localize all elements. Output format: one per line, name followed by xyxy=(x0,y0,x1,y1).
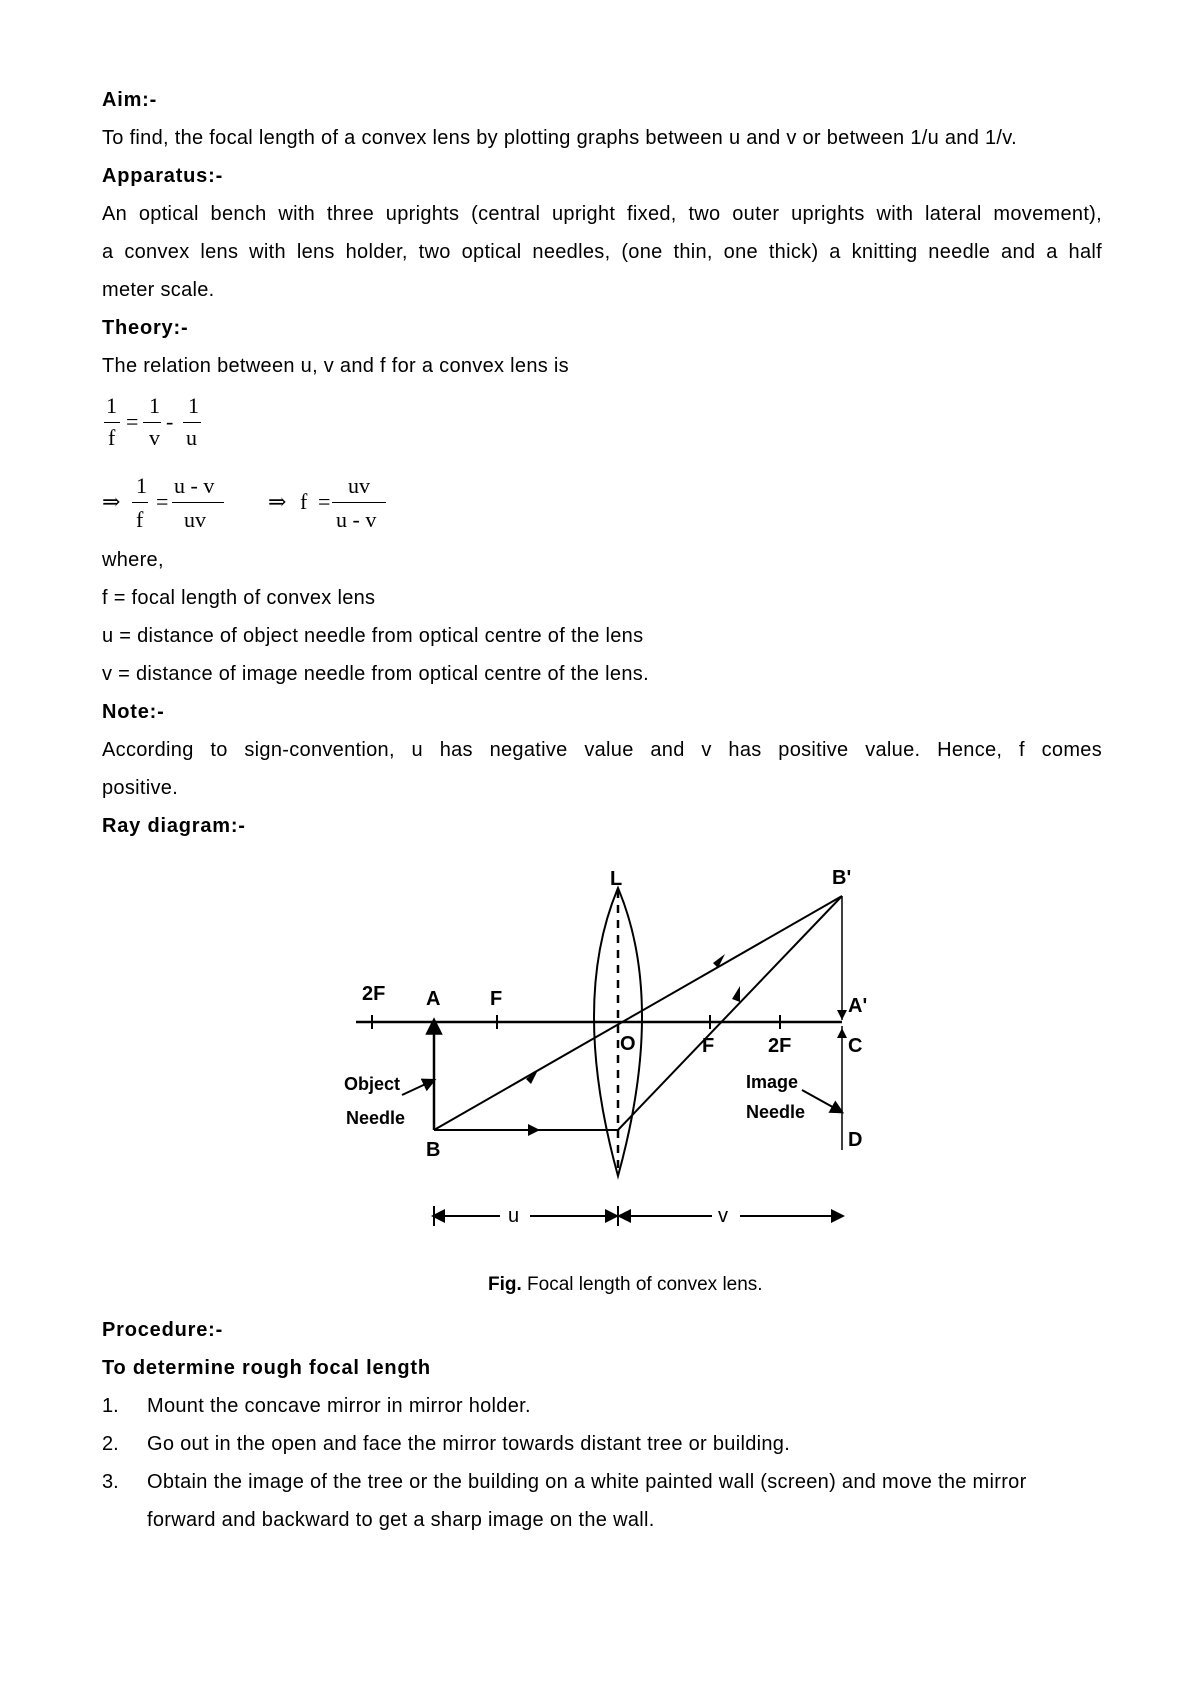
ray-arrow-3 xyxy=(528,1124,540,1136)
label-image-1: Image xyxy=(746,1072,799,1092)
figure-caption xyxy=(488,1274,763,1295)
formula1-lhs-num: 1 xyxy=(106,393,117,418)
formula2-rhs-num: u - v xyxy=(174,473,215,498)
formula3-rhs-num: uv xyxy=(348,473,370,498)
formula1-t1-den: v xyxy=(149,425,160,450)
image-arrow-a-prime xyxy=(837,1010,847,1020)
theory-heading: Theory:- xyxy=(102,317,189,339)
label-B: B xyxy=(426,1139,441,1161)
object-needle-pointer xyxy=(402,1082,430,1095)
note-line-1: According to sign-convention, u has negative value and v has positive value. Hence, f comes xyxy=(102,739,1102,761)
label-object-2: Needle xyxy=(346,1108,406,1128)
definition-u: u = distance of object needle from optical centre of the lens xyxy=(102,625,644,647)
formula3-lhs: f xyxy=(300,489,308,514)
label-L: L xyxy=(610,868,623,890)
ray-refracted xyxy=(618,896,842,1130)
formula3-eq: = xyxy=(318,489,331,514)
definition-f: f = focal length of convex lens xyxy=(102,587,376,609)
label-u: u xyxy=(508,1205,520,1227)
procedure-heading: Procedure:- xyxy=(102,1319,224,1341)
formula2-eq: = xyxy=(156,489,169,514)
formula1-eq: = xyxy=(126,409,139,434)
image-arrow-c xyxy=(837,1028,847,1038)
label-A-prime: A' xyxy=(848,995,868,1017)
label-F-right: F xyxy=(702,1035,715,1057)
formula1-t2-num: 1 xyxy=(188,393,199,418)
formula1-t2-den: u xyxy=(186,425,197,450)
ray-arrow-2 xyxy=(713,954,725,968)
formula2-rhs-den: uv xyxy=(184,507,206,532)
figure-caption-text: Focal length of convex lens. xyxy=(521,1274,763,1295)
formula3-rhs-den: u - v xyxy=(336,507,377,532)
apparatus-line-2: a convex lens with lens holder, two optical needles, (one thin, one thick) a knitting needle and a half xyxy=(102,241,1102,263)
theory-intro: The relation between u, v and f for a convex lens is xyxy=(102,355,569,377)
step-2-text: Go out in the open and face the mirror towards distant tree or building. xyxy=(147,1433,791,1455)
apparatus-line-3: meter scale. xyxy=(102,279,215,301)
label-D: D xyxy=(848,1129,863,1151)
aim-text: To find, the focal length of a convex lens by plotting graphs between u and v or between 1/u and 1/v. xyxy=(102,127,1017,149)
step-3-text-line-1: Obtain the image of the tree or the building on a white painted wall (screen) and move the mirror xyxy=(147,1471,1027,1493)
apparatus-heading: Apparatus:- xyxy=(102,165,224,187)
label-A: A xyxy=(426,988,441,1010)
procedure-subheading: To determine rough focal length xyxy=(102,1357,431,1379)
where-label: where, xyxy=(102,549,164,571)
step-1-number: 1. xyxy=(102,1395,119,1417)
formula2-lhs-den: f xyxy=(136,507,144,532)
definition-v: v = distance of image needle from optical centre of the lens. xyxy=(102,663,649,685)
formula2-lhs-num: 1 xyxy=(136,473,147,498)
step-3-text-line-2: forward and backward to get a sharp image on the wall. xyxy=(147,1509,655,1531)
image-needle-pointer xyxy=(802,1090,838,1110)
note-line-2: positive. xyxy=(102,777,179,799)
label-B-prime: B' xyxy=(832,867,852,889)
ray-arrow-4 xyxy=(732,986,740,1002)
label-image-2: Needle xyxy=(746,1102,806,1122)
formula1-lhs-den: f xyxy=(108,425,116,450)
formula1-minus: - xyxy=(166,409,174,434)
label-C: C xyxy=(848,1035,863,1057)
ray-through-centre xyxy=(434,896,842,1130)
label-2F-left: 2F xyxy=(362,983,386,1005)
aim-heading: Aim:- xyxy=(102,89,158,111)
label-2F-right: 2F xyxy=(768,1035,792,1057)
apparatus-line-1: An optical bench with three uprights (central upright fixed, two outer uprights with lateral movement), xyxy=(102,203,1102,225)
note-heading: Note:- xyxy=(102,701,165,723)
step-1-text: Mount the concave mirror in mirror holder. xyxy=(147,1395,531,1417)
label-object-1: Object xyxy=(344,1074,401,1094)
ray-diagram-heading: Ray diagram:- xyxy=(102,815,246,837)
label-O: O xyxy=(620,1033,636,1055)
formula2-arrow: ⇒ xyxy=(102,489,121,514)
label-v: v xyxy=(718,1205,728,1227)
label-F-left: F xyxy=(490,988,503,1010)
figure-caption-bold: Fig. xyxy=(488,1274,522,1295)
formula1-t1-num: 1 xyxy=(149,393,160,418)
step-2-number: 2. xyxy=(102,1433,119,1455)
formula3-arrow: ⇒ xyxy=(268,489,287,514)
step-3-number: 3. xyxy=(102,1471,119,1493)
